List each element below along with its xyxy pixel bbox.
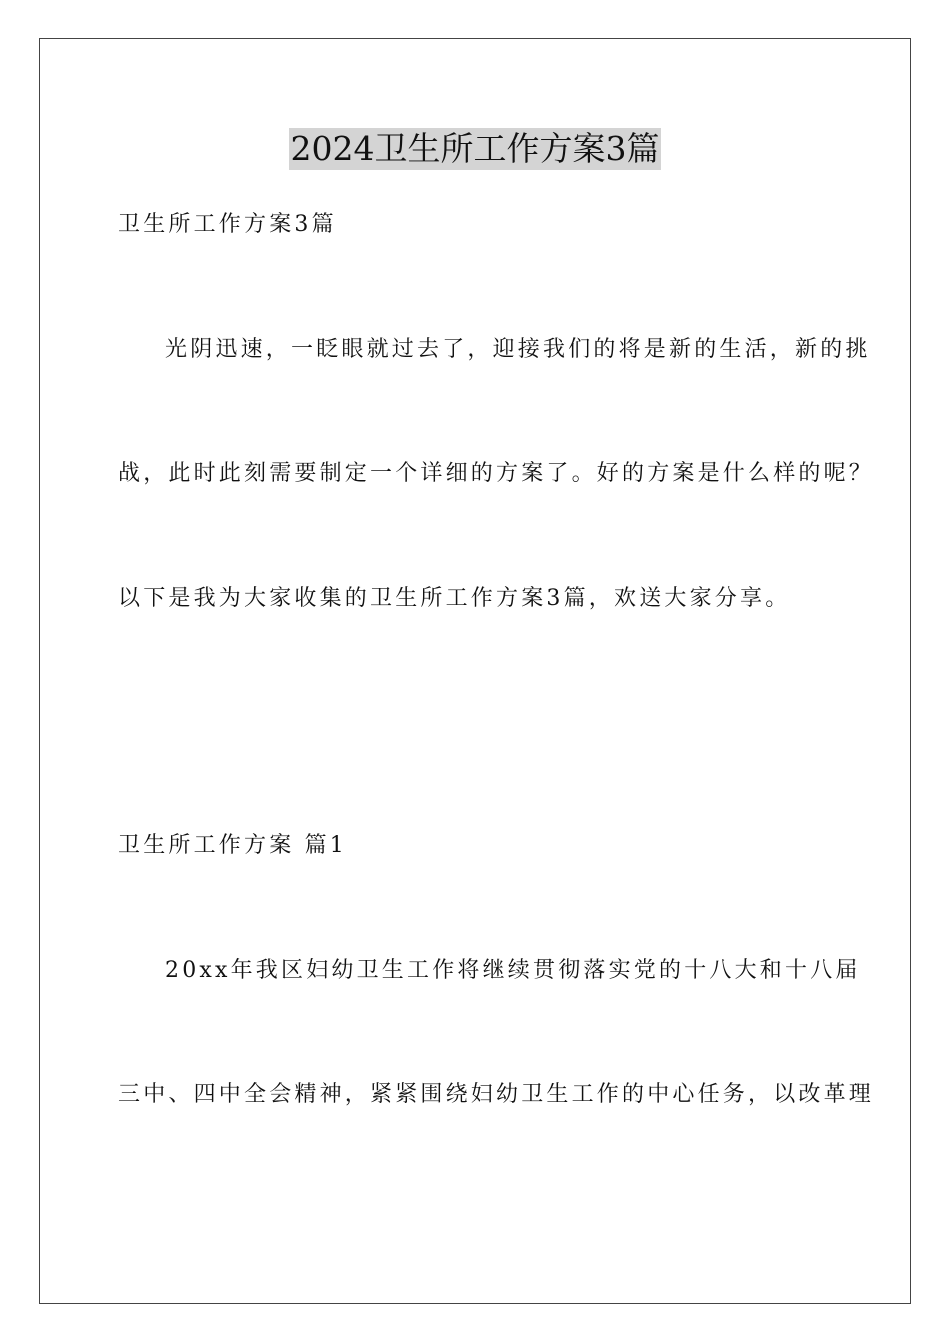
section-line-2: 三中、四中全会精神，紧紧围绕妇幼卫生工作的中心任务，以改革理 xyxy=(118,1082,875,1107)
intro-line-3: 以下是我为大家收集的卫生所工作方案3篇，欢送大家分享。 xyxy=(118,586,791,611)
intro-line-2: 战，此时此刻需要制定一个详细的方案了。好的方案是什么样的呢？ xyxy=(118,461,875,486)
section-heading: 卫生所工作方案 篇1 xyxy=(118,833,347,858)
document-title: 2024卫生所工作方案3篇 xyxy=(290,129,660,168)
document-title-wrapper xyxy=(0,128,950,172)
section-line-1: 20xx年我区妇幼卫生工作将继续贯彻落实党的十八大和十八届 xyxy=(165,958,861,983)
intro-line-1: 光阴迅速，一眨眼就过去了，迎接我们的将是新的生活，新的挑 xyxy=(165,337,871,362)
document-subtitle: 卫生所工作方案3篇 xyxy=(118,212,337,237)
